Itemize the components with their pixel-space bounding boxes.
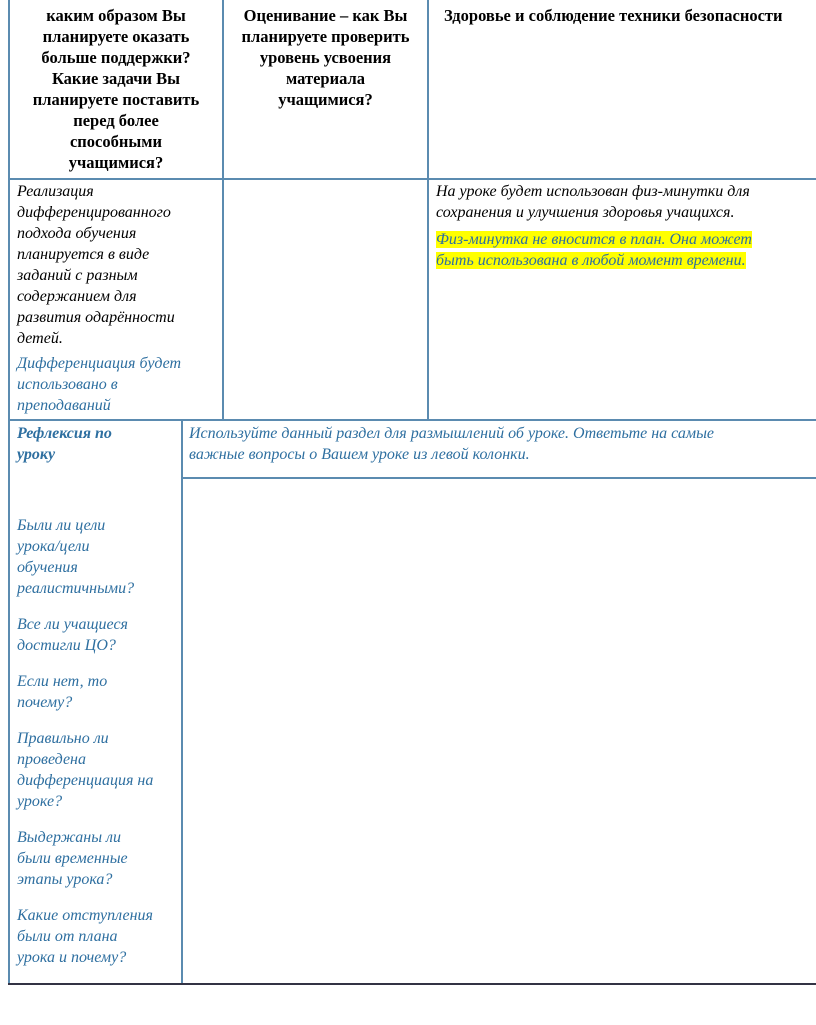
header-col-support-line: каким образом Вы xyxy=(46,6,186,25)
header-col-assessment-line: планируете проверить xyxy=(241,27,410,46)
reflection-intro-line: Используйте данный раздел для размышлений об уроке. Ответьте на самые xyxy=(189,425,715,442)
header-col-assessment-line: уровень усвоения xyxy=(259,48,392,67)
reflection-question xyxy=(17,728,179,812)
reflection-question xyxy=(17,671,179,713)
header-col-support-line: перед более xyxy=(73,111,159,130)
question-line: уроке? xyxy=(17,793,63,810)
row1-note-line: Дифференциация будет xyxy=(17,355,182,372)
highlighted-note-line: Физ-минутка не вносится в план. Она может xyxy=(436,231,752,248)
header-col-assessment-line: материала xyxy=(286,69,365,88)
question-line: Все ли учащиеся xyxy=(17,616,128,633)
reflection-question xyxy=(17,614,179,656)
row1-differentiation-cell xyxy=(17,181,222,416)
table-border-bottom xyxy=(8,983,816,985)
row1-differentiation-line: заданий с разным xyxy=(17,267,138,284)
header-col-support-line: способными xyxy=(69,132,163,151)
header-col-support-line: учащимися? xyxy=(68,153,164,172)
reflection-title-line: уроку xyxy=(17,446,56,463)
header-col-support-line: планируете поставить xyxy=(32,90,200,109)
header-col-assessment-line: Оценивание – как Вы xyxy=(243,6,408,25)
table-divider-col2 xyxy=(427,0,429,420)
highlighted-note-line: быть использована в любой момент времени. xyxy=(436,252,746,269)
row1-differentiation-line: подхода обучения xyxy=(17,225,137,242)
header-col-support-line: больше поддержки? xyxy=(41,48,191,67)
reflection-question xyxy=(17,827,179,890)
question-line: Правильно ли xyxy=(17,730,109,747)
row1-differentiation-line: Реализация xyxy=(17,183,94,200)
row1-health-note xyxy=(436,229,816,271)
reflection-question xyxy=(17,515,179,599)
table-rule-intro xyxy=(181,477,816,479)
reflection-title-line: Рефлексия по xyxy=(17,425,112,442)
header-col-support-line: планируете оказать xyxy=(42,27,190,46)
question-line: реалистичными? xyxy=(17,580,135,597)
reflection-intro xyxy=(189,423,816,465)
header-col-support-line: Какие задачи Вы xyxy=(51,69,181,88)
header-col-support xyxy=(10,5,222,173)
question-line: Были ли цели xyxy=(17,517,106,534)
row1-note-line: использовано в xyxy=(17,376,118,393)
row1-differentiation-line: детей. xyxy=(17,330,63,347)
question-line: почему? xyxy=(17,694,73,711)
reflection-title xyxy=(17,423,177,465)
question-line: этапы урока? xyxy=(17,871,113,888)
header-col-health xyxy=(444,5,816,26)
question-line: достигли ЦО? xyxy=(17,637,116,654)
header-col-assessment xyxy=(224,5,427,110)
row1-differentiation-line: планируется в виде xyxy=(17,246,150,263)
question-line: были временные xyxy=(17,850,128,867)
question-line: Если нет, то xyxy=(17,673,108,690)
question-line: урока/цели xyxy=(17,538,90,555)
header-col-assessment-line: учащимися? xyxy=(278,90,373,109)
table-divider-reflection xyxy=(181,420,183,985)
row1-differentiation-line: дифференцированного xyxy=(17,204,171,221)
row1-differentiation-line: содержанием для xyxy=(17,288,137,305)
question-line: урока и почему? xyxy=(17,949,127,966)
row1-differentiation-line: развития одарённости xyxy=(17,309,175,326)
question-line: обучения xyxy=(17,559,78,576)
row1-differentiation-note xyxy=(17,353,222,416)
table-rule-header xyxy=(8,178,816,180)
question-line: проведена xyxy=(17,751,86,768)
reflection-questions xyxy=(17,515,179,968)
row1-note-line: преподаваний xyxy=(17,397,111,414)
row1-health-line: сохранения и улучшения здоровья учащихся. xyxy=(436,204,735,221)
header-col-health-line: Здоровье и соблюдение техники безопасности xyxy=(444,6,783,25)
question-line: Выдержаны ли xyxy=(17,829,122,846)
row1-health-line: На уроке будет использован физ-минутки для xyxy=(436,183,750,200)
question-line: Какие отступления xyxy=(17,907,153,924)
reflection-question xyxy=(17,905,179,968)
question-line: были от плана xyxy=(17,928,118,945)
table-rule-row1 xyxy=(8,419,816,421)
question-line: дифференциация на xyxy=(17,772,154,789)
row1-health-cell xyxy=(436,181,816,271)
reflection-intro-line: важные вопросы о Вашем уроке из левой колонки. xyxy=(189,446,530,463)
